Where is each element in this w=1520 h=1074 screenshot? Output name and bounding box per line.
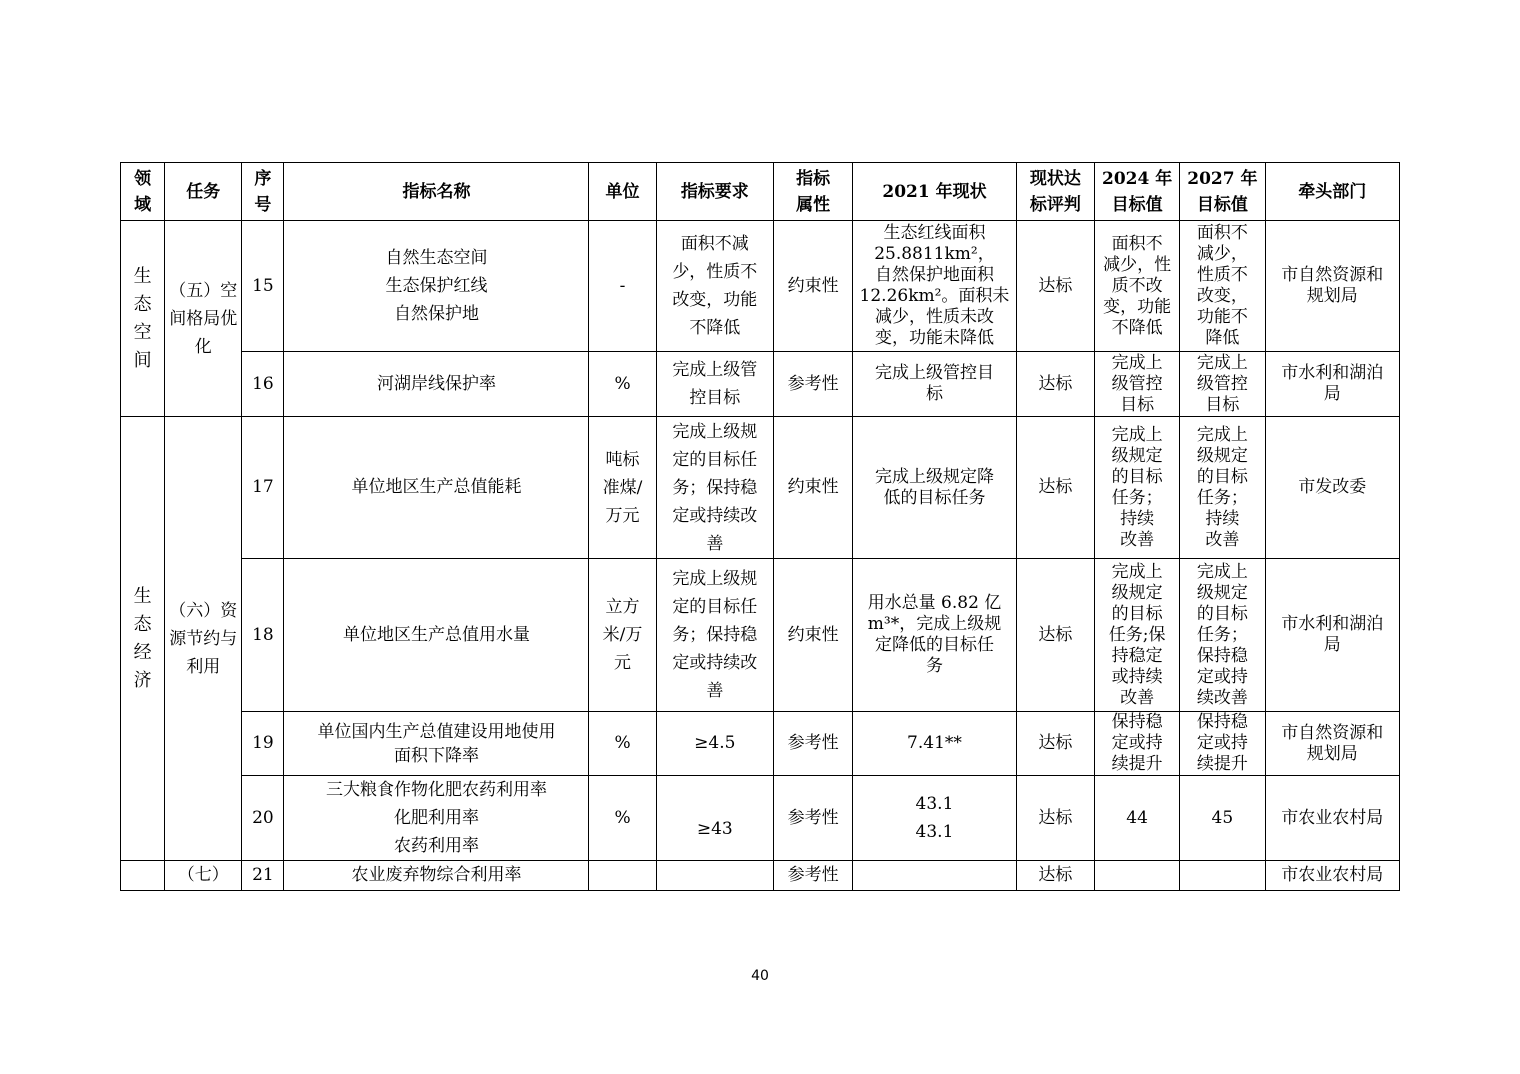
cell-line: 面积不 [1111,233,1163,254]
name-cell [284,417,589,559]
cell-line: 元 [614,653,632,673]
status-cell [853,712,1017,776]
seq-cell: 20 [242,776,284,861]
cell-line: 市发改委 [1298,477,1367,497]
cell-line: 级规定 [1111,445,1163,466]
cell-line: 完成上级管 [672,360,758,380]
evaluation-cell: 达标 [1016,559,1094,712]
cell-line: 任务； [1111,487,1163,508]
cell-line: 功能不 [1196,307,1248,327]
dept-cell [1265,559,1400,712]
dept-cell [1265,352,1400,417]
cell-line: 7.41** [907,733,962,753]
cell-line: 三大粮食作物化肥农药利用率 [325,780,547,800]
cell-line: 市水利和湖泊 [1281,363,1384,383]
cell-line: 完成上 [1196,424,1248,445]
cell-line: 局 [1323,635,1341,655]
cell-line: 持稳定 [1111,645,1163,666]
cell-line: 级管控 [1111,373,1163,394]
cell-line: 立方 [605,597,640,617]
cell-line: 面积不 [1196,223,1248,243]
cell-line: 市农业农村局 [1281,865,1384,885]
cell-line: 定或持 [1196,666,1248,687]
cell-line: ≥43 [696,818,733,839]
requirement-cell [656,712,773,776]
cell-line: 定或持 [1196,733,1248,753]
unit-cell [589,861,656,891]
cell-line: 级规定 [1196,582,1248,603]
name-cell [284,712,589,776]
cell-line: 任务； [1196,624,1248,645]
task-cell: （六）资源节约与利用 [165,417,242,861]
attribute-cell: 约束性 [774,417,853,559]
cell-line: 市水利和湖泊 [1281,614,1384,634]
target-2024-cell [1094,712,1179,776]
header-unit: 单位 [589,163,656,221]
header-domain: 领 域 [121,163,165,221]
table-row [121,221,1400,352]
cell-line: 12.26km²。面积未 [859,286,1010,306]
cell-line: 改善 [1120,687,1155,708]
cell-line: 改善 [1205,529,1240,550]
cell-line: 保持稳 [1111,712,1163,732]
cell-line: 用水总量 6.82 亿 [867,593,1002,613]
cell-line: 吨标 [605,449,640,470]
target-2027-cell [1180,712,1265,776]
cell-line: m³*，完成上级规 [867,614,1002,634]
cell-line: 改变，功能 [672,290,758,310]
domain-cell: 生态空间 [121,221,165,417]
evaluation-cell: 达标 [1016,352,1094,417]
cell-line: 单位地区生产总值用水量 [342,624,530,645]
dept-cell [1265,861,1400,891]
cell-line: 完成上级规 [672,421,758,442]
cell-line: 河湖岸线保护率 [376,373,496,394]
cell-line: 定的目标任 [672,449,758,470]
cell-line: 低的目标任务 [883,487,986,508]
evaluation-cell: 达标 [1016,221,1094,352]
cell-line: 的目标 [1196,603,1248,624]
unit-cell [589,221,656,352]
cell-line: 自然保护地 [393,304,479,324]
cell-line: 少，性质不 [672,262,758,282]
seq-cell: 16 [242,352,284,417]
cell-line: 控目标 [689,388,741,408]
cell-line: % [614,807,631,828]
cell-line: 目标 [1120,394,1155,415]
cell-line: 级规定 [1196,445,1248,466]
requirement-cell [656,861,773,891]
target-2027-cell [1180,352,1265,417]
header-target-2024: 2024 年 目标值 [1094,163,1179,221]
name-cell [284,559,589,712]
cell-line: 务；保持稳 [672,625,758,645]
target-2027-cell [1180,861,1265,891]
cell-line: 减少， [1196,244,1248,264]
table-row [121,352,1400,417]
cell-line: 持续 [1120,508,1155,529]
target-2024-cell [1094,776,1179,861]
cell-line: 持续 [1205,508,1240,529]
cell-line: 保持稳 [1196,645,1248,666]
cell-line: 保持稳 [1196,712,1248,732]
cell-line: ≥4.5 [694,733,736,753]
cell-line: 市自然资源和 [1281,722,1384,743]
domain-cell [121,861,165,891]
table-row [121,417,1400,559]
cell-line: 44 [1126,807,1148,828]
cell-line: 任务;保 [1108,624,1166,645]
cell-line: 的目标 [1111,603,1163,624]
target-2027-cell [1180,776,1265,861]
cell-line: 续提升 [1196,754,1248,774]
cell-line: - [619,275,626,296]
name-cell [284,221,589,352]
status-cell [853,559,1017,712]
evaluation-cell: 达标 [1016,861,1094,891]
cell-line: 完成上 [1196,352,1248,373]
cell-line: 市农业农村局 [1281,807,1384,828]
cell-line: 改变， [1196,286,1248,306]
target-2027-cell [1180,221,1265,352]
cell-line: 局 [1323,384,1341,404]
target-2024-cell [1094,417,1179,559]
header-evaluation: 现状达 标评判 [1016,163,1094,221]
cell-line: 米/万 [602,625,643,645]
name-cell [284,352,589,417]
cell-line: 自然生态空间 [385,248,488,268]
cell-line: 定的目标任 [672,597,758,617]
target-2027-cell [1180,559,1265,712]
header-dept: 牵头部门 [1265,163,1400,221]
cell-line: 单位地区生产总值能耗 [351,477,522,497]
table-row [121,712,1400,776]
cell-line: 生态红线面积 [883,223,986,243]
requirement-cell [656,417,773,559]
cell-line: 变，功能 [1103,296,1172,317]
cell-line: 或持续 [1111,666,1163,687]
cell-line: 45 [1211,807,1234,828]
cell-line: 单位国内生产总值建设用地使用 [317,721,556,742]
cell-line: 完成上 [1196,561,1248,582]
cell-line: 完成上 [1111,561,1163,582]
target-2024-cell [1094,861,1179,891]
evaluation-cell: 达标 [1016,417,1094,559]
attribute-cell: 约束性 [774,559,853,712]
table-row [121,861,1400,891]
cell-line: 农业废弃物综合利用率 [351,865,522,885]
cell-line: 的目标 [1196,466,1248,487]
requirement-cell [656,559,773,712]
cell-line: 的目标 [1111,466,1163,487]
attribute-cell: 约束性 [774,221,853,352]
cell-line: 改善 [1120,529,1155,550]
cell-line: 续改善 [1196,687,1248,708]
unit-cell [589,712,656,776]
header-row [121,163,1400,221]
cell-line: 万元 [605,505,640,526]
cell-line: 减少，性质未改 [874,307,994,327]
page-number: 40 [751,968,769,984]
attribute-cell: 参考性 [774,352,853,417]
seq-cell: 19 [242,712,284,776]
unit-cell [589,776,656,861]
cell-line: 性质不 [1196,265,1248,285]
cell-line: % [614,733,631,753]
cell-line: 目标 [1205,394,1240,415]
cell-line: 变，功能未降低 [874,328,994,348]
target-2024-cell [1094,559,1179,712]
cell-line: 标 [925,384,943,404]
table-row [121,776,1400,861]
cell-line: 完成上级规 [672,569,758,589]
cell-line: 续提升 [1111,754,1163,774]
status-cell [853,221,1017,352]
task-cell: （五）空间格局优化 [165,221,242,417]
seq-cell: 15 [242,221,284,352]
cell-line: 级管控 [1196,373,1248,394]
cell-line: 质不改 [1111,275,1163,296]
cell-line: 定或持续改 [672,653,758,673]
cell-line: 减少，性 [1103,254,1172,275]
cell-line: 面积不减 [680,234,749,254]
requirement-cell [656,221,773,352]
task-cell: （七） [165,861,242,891]
cell-line: % [614,373,631,394]
cell-line: 完成上 [1111,352,1163,373]
cell-line: 市自然资源和 [1281,265,1384,285]
cell-line: 规划局 [1306,286,1358,306]
cell-line: 准煤/ [602,477,643,498]
name-cell [284,861,589,891]
dept-cell [1265,221,1400,352]
cell-line: 善 [706,681,724,701]
evaluation-cell: 达标 [1016,776,1094,861]
cell-line: 定或持续改 [672,505,758,526]
attribute-cell: 参考性 [774,861,853,891]
seq-cell: 21 [242,861,284,891]
header-task: 任务 [165,163,242,221]
cell-line: 农药利用率 [393,836,479,856]
seq-cell: 18 [242,559,284,712]
status-cell [853,352,1017,417]
evaluation-cell: 达标 [1016,712,1094,776]
cell-line: 不降低 [689,318,741,338]
requirement-cell [656,352,773,417]
table-row [121,559,1400,712]
status-cell [853,861,1017,891]
header-requirement: 指标要求 [656,163,773,221]
target-2027-cell [1180,417,1265,559]
target-2024-cell [1094,352,1179,417]
cell-line: 生态保护红线 [385,276,488,296]
unit-cell [589,417,656,559]
dept-cell [1265,417,1400,559]
attribute-cell: 参考性 [774,776,853,861]
dept-cell [1265,712,1400,776]
cell-line: 务；保持稳 [672,477,758,498]
header-name: 指标名称 [284,163,589,221]
status-cell [853,417,1017,559]
cell-line: 降低 [1205,328,1240,348]
cell-line: 不降低 [1111,317,1163,338]
cell-line: 43.1 [915,822,954,842]
cell-line: 43.1 [915,794,954,814]
cell-line: 务 [925,656,943,676]
cell-line: 定或持 [1111,733,1163,753]
name-cell [284,776,589,861]
cell-line: 25.8811km²， [874,244,995,264]
indicator-table [120,162,1400,891]
cell-line: 级规定 [1111,582,1163,603]
cell-line: 完成上 [1111,424,1163,445]
cell-line: 规划局 [1306,743,1358,764]
cell-line: 化肥利用率 [393,808,479,828]
attribute-cell: 参考性 [774,712,853,776]
cell-line: 面积下降率 [393,745,479,766]
seq-cell: 17 [242,417,284,559]
cell-line: 完成上级管控目 [874,363,994,383]
unit-cell [589,352,656,417]
header-status-2021: 2021 年现状 [853,163,1017,221]
cell-line: 任务； [1196,487,1248,508]
cell-line: 完成上级规定降 [874,466,994,487]
target-2024-cell [1094,221,1179,352]
header-attribute: 指标 属性 [774,163,853,221]
status-cell [853,776,1017,861]
header-seq: 序 号 [242,163,284,221]
cell-line: 定降低的目标任 [874,635,994,655]
requirement-cell [656,776,773,861]
header-target-2027: 2027 年 目标值 [1180,163,1265,221]
unit-cell [589,559,656,712]
cell-line: 自然保护地面积 [874,265,994,285]
dept-cell [1265,776,1400,861]
domain-cell: 生态经济 [121,417,165,861]
cell-line: 善 [706,533,724,554]
